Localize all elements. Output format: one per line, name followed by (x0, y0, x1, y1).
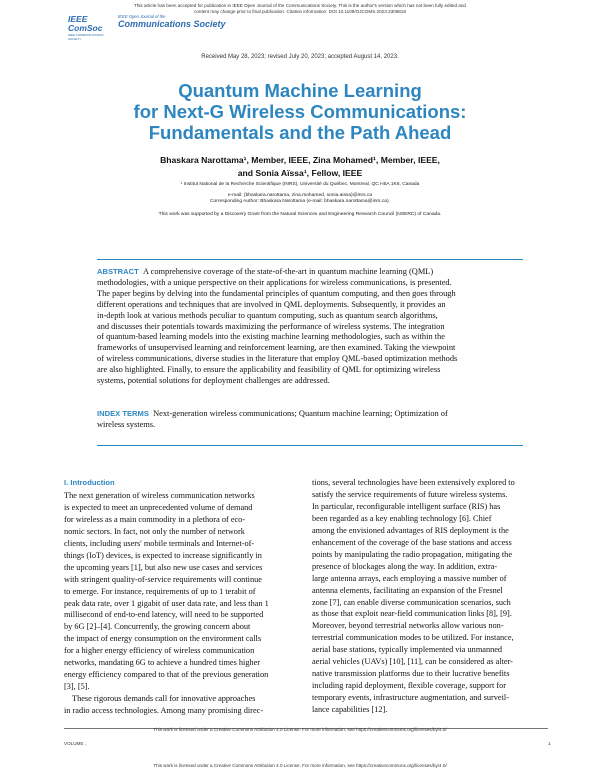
volume-label: VOLUME , (64, 741, 86, 746)
body-text-line: in radio access technologies. Among many promising direc- (64, 706, 264, 716)
body-text-line: energy efficiency compared to that of the previous generation (64, 670, 269, 680)
abstract-line: of quantum-based learning models into the existing machine learning methodologies, such as within the (97, 332, 445, 342)
body-text-line: networks, mandating 6G to achieve a hundred times higher (64, 658, 261, 668)
body-text-line: among the envisioned advantages of RIS deployment is the (312, 525, 509, 535)
abstract-divider (97, 259, 523, 260)
top-notice-line: content may change prior to final publication. Citation information: DOI 10.1109/OJCOMS.2023.3306818 (194, 9, 406, 14)
body-text-line: clients, including users' mobile terminals and Internet-of- (64, 538, 255, 548)
journal-name-small: IEEE Open Journal of the (118, 14, 166, 19)
top-notice (0, 3, 600, 15)
body-text-line: native transmission platforms due to their lucrative benefits (312, 669, 510, 679)
body-text-line: aerial vehicles (UAVs) [10], [11], can be considered as alter- (312, 657, 513, 667)
body-text-line: for a higher energy efficiency of wireless communication (64, 646, 255, 656)
index-terms-line: wireless systems. (97, 419, 156, 429)
body-text-line: the upcoming years [1], but also new use cases and services (64, 562, 263, 572)
body-text-line: the impact of energy consumption on the environment calls (64, 634, 262, 644)
body-text-line: millisecond of end-to-end latency, will need to be supported (64, 610, 264, 620)
body-text-line: things (IoT) devices, is expected to increase significantly in (64, 550, 262, 560)
authors-line-2: and Sonia Aïssa¹, Fellow, IEEE (237, 168, 363, 178)
abstract-line: and discusses their potentials towards maximizing the performance of wireless systems. The integration (97, 321, 445, 331)
abstract-heading: ABSTRACT (97, 267, 139, 276)
top-notice-line: This article has been accepted for publication in IEEE Open Journal of the Communications Society. This is the author's version which has not been fully edited and (134, 3, 466, 8)
body-text-line: including rapid deployment, flexible coverage, support for (312, 681, 506, 691)
abstract-line: A comprehensive coverage of the state-of-the-art in quantum machine learning (QML) (142, 267, 434, 276)
abstract-line: The paper begins by delving into the fundamental principles of quantum computing, and then goes through (97, 288, 456, 298)
body-text-line: by 6G [2]–[4]. Concurrently, the growing concern about (64, 622, 251, 632)
corresponding-author: Corresponding Author: Bhaskara Narottama (e-mail: bhaskara.narottama@inrs.ca). (209, 199, 391, 204)
index-terms-heading: INDEX TERMS (97, 409, 149, 418)
body-text-line: zone [7], can enable diverse communication scenarios, such (312, 597, 511, 607)
body-text-line: for wireless as a main commodity in a plethora of eco- (64, 514, 246, 524)
body-text-line: points by manipulating the radio propagation, mitigating the (312, 549, 513, 559)
received-dates: Received May 28, 2023; revised July 20, 2023; accepted August 14, 2023. (201, 54, 399, 60)
body-text-line: [3], [5]. (64, 682, 90, 692)
body-text-line: as those that exploit near-field communication links [8], [9]. (312, 609, 512, 619)
author-emails: e-mail: {bhaskara.narottama, zina.mohamed, sonia.aissa}@inrs.ca (227, 193, 373, 198)
body-text-line: is expected to meet an unprecedented volume of demand (64, 502, 253, 512)
funding-note: This work was supported by a Discovery Grant from the Natural Sciences and Engineering Research Council (NSERC) of Canada. (158, 212, 442, 217)
body-text-line: large antenna arrays, each employing a massive number of (312, 573, 507, 583)
logo-subtext: IEEE COMMUNICATIONS SOCIETY (68, 33, 104, 41)
body-text-line: with stringent quality-of-service requirements will continue (64, 574, 262, 584)
body-text-line: aerial base stations, typically implemented via unmanned (312, 645, 503, 655)
body-text-line: terrestrial communication modes to be utilized. For instance, (312, 633, 514, 643)
body-text-line: temporary events, infrastructure augmentation, and surveil- (312, 693, 509, 703)
title-line: Fundamentals and the Path Ahead (148, 122, 452, 143)
body-text-line: to emerge. For instance, requirements of up to 1 terabit of (64, 586, 256, 596)
abstract-line: different operations and techniques that are involved in QML deployments. Subsequently, it provides an (97, 299, 446, 309)
body-text-line: tions, several technologies have been extensively explored to (312, 478, 515, 487)
bottom-license: This work is licensed under a Creative Commons Attribution 4.0 License. For more information, see https://creativecommons.org/licenses/by/4.0/ (153, 763, 447, 768)
authors-line-1: Bhaskara Narottama¹, Member, IEEE, Zina Mohamed¹, Member, IEEE, (160, 155, 440, 165)
abstract-line: of wireless communications, diverse studies in the literature that employ QML-based optimization methods (97, 354, 458, 364)
body-text-line: nomic sectors. In fact, not only the number of network (64, 526, 245, 536)
title-line: Quantum Machine Learning (178, 80, 422, 101)
body-text-line: been regarded as a key enabling technology [6]. Chief (312, 513, 492, 523)
body-text-line: presence of blockages along the way. In addition, extra- (312, 561, 498, 571)
journal-name (118, 14, 226, 29)
left-column (64, 477, 300, 717)
body-text-line: In particular, reconfigurable intelligent surface (RIS) has (312, 501, 501, 511)
body-text-line: satisfy the service requirements of future wireless systems. (312, 489, 508, 499)
abstract-line: in-depth look at various methods peculiar to quantum computing, such as quantum search algorithms, (97, 310, 438, 320)
footer-license: This work is licensed under a Creative Commons Attribution 4.0 License. For more information, see https://creativecommons.org/licenses/by/4.0/ (153, 727, 447, 732)
section-heading: I. Introduction (64, 478, 115, 487)
body-text-line: antenna elements, facilitating an expansion of the Fresnel (312, 585, 503, 595)
paper-title (0, 80, 600, 143)
index-terms-divider (97, 445, 523, 446)
abstract (97, 267, 523, 387)
page-number: 1 (548, 741, 551, 746)
body-text-line: These rigorous demands call for innovative approaches (72, 694, 256, 704)
right-column (312, 477, 548, 716)
index-terms-line: Next-generation wireless communications; Quantum machine learning; Optimization of (153, 409, 448, 418)
body-text-line: peak data rate, over 1 gigabit of user data rate, and less than 1 (64, 598, 269, 608)
index-terms (97, 409, 523, 431)
title-line: for Next-G Wireless Communications: (133, 101, 467, 122)
journal-name-big: Communications Society (118, 19, 226, 29)
abstract-line: methodologies, with a unique perspective on their applications for wireless communications, is presented. (97, 277, 452, 287)
abstract-line: are also highlighted. Finally, to ensure the applicability and feasibility of QML for optimizing wireless (97, 365, 441, 375)
abstract-line: frameworks of unsupervised learning and reinforcement learning, are then examined. Taking the viewpoint (97, 343, 456, 353)
logo-text: IEEE ComSoc (68, 14, 103, 33)
body-text-line: Moreover, beyond terrestrial networks allow various non- (312, 621, 504, 631)
abstract-line: systems, potential solutions for deployment challenges are addressed. (97, 376, 330, 386)
body-text-line: The next generation of wireless communication networks (64, 490, 255, 500)
affiliation: ¹ Institut National de la Recherche Scientifique (INRS), Université du Québec, Montreal, QC H5A 1K6, Canada (180, 182, 420, 187)
comsoc-logo (68, 14, 112, 41)
body-text-line: enhancement of the coverage of the base stations and access (312, 537, 512, 547)
body-text-line: lance capabilities [12]. (312, 705, 388, 715)
